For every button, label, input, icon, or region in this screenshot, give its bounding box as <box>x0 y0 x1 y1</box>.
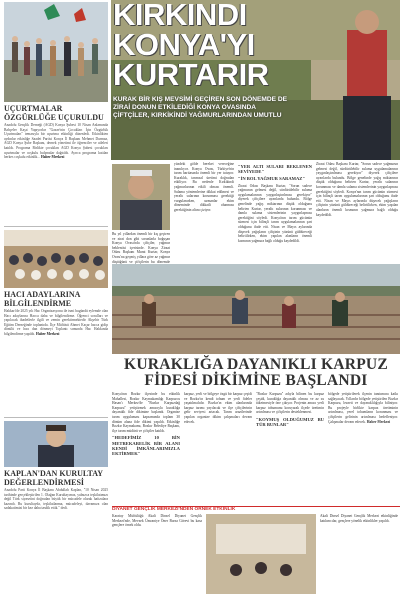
bottom-col1: Karatay Müftülüğü Akali Dinsel Diyanet Gençlik Merkezi'nde, Mevzek Ümraniye Öner Bursa Görevi bu kasa gençlere örnek oldu. <box>112 514 202 528</box>
kite-text: Anadolu Gençlik Derneği (AGD) Konya Şubesi 10 Nisan Anlamında Bahçeler Kaşıt Yapıyorlar "Gazze'nin Çocukları İçin Özgürlük Uçurtmaları" temasıyla bir uçurtma etkinliği düzenledi. Etkinlikten aydınlar etkinliğe Saadet Partisi Konya İl Başkanı Mehmet Durmaz, AGD Konya Şube Başkanı, dernek yönetimi ile öğrenciler ve aileleri katıldı. Programa Birlikte çocukları AGD Konya Şubesi çocukları uçurtmalar ve coşkulu bulşmalar dağıtıldı. Ayrıca programa katılan herkes coşkulu etkinlik... Haber Merkezi <box>4 123 108 160</box>
article2-col4: bölgede yetiştirilerek ilçenin tanıtımına katkı sağlayacak. Yıllardır bölgede yetiştirilen Bozkır Karpuzu, lezzeti ve dayanıklılığıyla biliniyor. Bu projeyle birlikte karpuz üretiminin artırılması, yerel tohumların korunması ve çiftçilerin gelirinin artırılması hedefleniyor. Çalışmalar devam edecek. Haber Merkezi <box>328 392 398 424</box>
article1-col4: Ziraat Odası Başkanı Kurtar, "Sorun sadece yağmurun gelmesi değil, sürdürülebilir sulama uygulamalarının yaygınlaştırılması gerekiyor" diyerek çiftçilere uyarılarda bulundu. Bölge genelinde yağış miktarının düşük olduğunu belirten Kurtar, yeraltı sularının korunması ve damla sulama sistemlerinin yaygınlaşması gerektiğini söyledi. Konya'nın tarım gücünün sürmesi için bilinçli tarım uygulamalarının şart olduğunu ifade etti. Nisan ve Mayıs aylarında düşecek yağışların çiftçinin yüzünü güldüreceği belirtilirken, ekim yapılan alanların önemli kısmının yağmura bağlı olduğu kaydedildi. <box>316 162 398 217</box>
hero-banner <box>111 0 400 160</box>
hajj-text: Hakkari'de 2025 yılı Hac Organizasyonu ile ismi bugündü eylemde olan Hacı adaylarına Hacca daha ve bilgilendirme. Öğrenci sorulları ve yapılacak ibadetlerle ilgili ve zemin gerektirmektedir Akşehir Türk Eğitim Derneğinde toplantıda. İlçe Müftüsü Ahmet Kaçar hacca gidip dönülü ve hacı dan dönmeyi Toplantı sonunda Hac Hakkında bilgilendirme yapıldı. Haber Merkezi <box>4 309 108 336</box>
bottom-col2: Akali Dinsel Diyanet Gençlik Merkezi etkinliğinde katılımcılar, gençlere yönelik etkinlikler yapıldı. <box>320 514 398 523</box>
divider <box>4 417 108 418</box>
article2-subhead2: "KOYMUŞ OLDUĞUMUZ BU TÜR BUNLAR" <box>256 416 324 428</box>
article1-col3: "YER ALTI SULARI BEKLENEN SEVİYEDE" "İN BOL YAĞMUR SARAMAZ" Ziraat Odası Başkanı Kurtar, "Sorun sadece yağmurun gelmesi değil, sürdürülebilir sulama uygulamalarının yaygınlaştırılması gerekiyor" diyerek çiftçilere uyarılarda bulundu. Bölge genelinde yağış miktarının düşük olduğunu belirten Kurtar, yeraltı sularının korunması ve damla sulama sistemlerinin yaygınlaşması gerektiğini söyledi. Konya'nın tarım gücünün sürmesi için bilinçli tarım uygulamalarının şart olduğunu ifade etti. Nisan ve Mayıs aylarında düşecek yağışların çiftçinin yüzünü güldüreceği belirtilirken, ekim yapılan alanların önemli kısmının yağmura bağlı olduğu kaydedildi. <box>238 164 312 243</box>
hero-subtitle: KURAK BİR KIŞ MEVSİMİ GEÇİREN SON DÖNEMDE DE ZİRAİ DONUN ETKİLEDİĞİ KONYA OVASINDA ÇİFTÇİLER, KIRKİKİNDİ YAĞMURLARINDAN UMUTLU <box>113 96 288 119</box>
article1-col1: Bu yıl yıllardan önemli bir kış geçiren ve zirai don gibi sorunlarla boğuşan Konya Ovası'nda çiftçiler, yağmur beklentisi içerisinde. Konya Ziraat Odası Başkanı Murat Kurtar, Konya Ovası'na geçmiş yıllara göre az yağmur düştüğünü ve çiftçilerin bu dönemde <box>112 232 170 264</box>
left-column <box>4 0 108 594</box>
kaplan-text: Anadolu Parti Konya İl Başkanı Abdullah Kaplan, "10 Nisan 2025 tarihinde gerçekleştirilen 1. Olağan Kurultayımız, yalnızca teşkilatımızı değil Türk siyasetini doğrudan büyük bir mücadele olarak hafızalara kazındı. Bu kurultayda, teşkilatlanma, mücadeleyi, davamıza olan sadakatimizi bir kez daha tasdik ettik." dedi. <box>4 488 108 511</box>
article2-headline: KURAKLIĞA DAYANIKLI KARPUZ FİDESİ DİKİMİNE BAŞLANDI <box>124 356 388 389</box>
article2-col3: "Bozkır Karpuzu" adıyla bilinen bu karpuz çeşidi, kuraklığa dayanıklı olması ve az su tüketmesiyle öne çıkıyor. Projenin amacı yerli karpuz tohumunu koruyarak ilçede üretimin artırılması ve çiftçilerin desteklenmesi. "KOYMUŞ OLDUĞUMUZ BU TÜR BUNLAR" <box>256 392 324 428</box>
kaplan-headline: KAPLAN'DAN KURULTAY DEĞERLENDİRMESİ <box>4 469 103 487</box>
photo-kite-event <box>4 2 108 102</box>
photo-watermelon-planting <box>112 264 400 354</box>
article1-subhead2: "İN BOL YAĞMUR SARAMAZ" <box>238 176 305 182</box>
article2-subhead1: "HEDEFİMİZ 10 BİN METREKARELİK BİR ALANI KENDİ İMKÂNLARIMIZLA EKTİRMEK" <box>112 435 180 456</box>
photo-murat-kurtar <box>112 164 170 230</box>
kite-headline: UÇURTMALAR ÖZGÜRLÜĞE UÇURULDU <box>4 104 104 122</box>
bottom-headline: DİYANET GENÇLİK MERKEZİ'NDEN ÖRNEK ETKİNLİK <box>112 506 400 513</box>
article2-col1: Konya'nın Bozkır ilçesinde bu etkinlik Mahallesi, Bozkır Kaymakamlığı Karpuzcu Hasan'ı Merkez'de "Bozkır Karpuzdağ Karpuzu" yetiştirmek amacıyla kuraklığa dayanıklı fide dikimine başlandı. Organize tarım uygulaması kapsamında toplam 30 dönüm alana fide dikimi yapıldı. Etkinliğe Bozkır Kaymakamı, Bozkır Belediye Başkanı, ilçe tarım müdürü ve çiftçiler katıldı. "HEDEFİMİZ 10 BİN METREKARELİK BİR ALANI KENDİ İMKÂNLARIMIZLA EKTİRMEK" <box>112 392 180 456</box>
photo-hajj-meeting <box>4 230 108 288</box>
divider <box>4 226 108 227</box>
photo-kaplan-portrait <box>4 421 108 467</box>
article1-col2: yüzdeki gölde bereket vereceğine inanılıyor. Konya Ovası, Türkiye'nin tarım haritasında önemli bir yer tutuyor. Kuraklık, tarımsal üretimi doğrudan etkiliyor. Bu nedenle Kırkikindi yağmurlarının etkili olması önemli. Sulama yöntemlerine dikkat edilmesi ve yeraltı sularının korunması gerektiği vurgulanırken, uzmanlar ekim döneminde dikkatli olunması gerektiğinin altını çiziyor. <box>174 162 234 212</box>
photo-youth-center <box>206 514 316 594</box>
article1-subhead1: "YER ALTI SULARI BEKLENEN SEVİYEDE" <box>238 164 312 175</box>
hero-title: KIRKINDI KONYA'YI KURTARIR <box>113 0 269 92</box>
article2-col2: karpuz, yerli ve bölgeye özgü bir karpuz çeşidi ve Bozkır'ın kendi tohum ve yerli fideler yaşatılmalıdır. Bozkır'ın ekim alanlarında karpuz tarımı yayılacak ve ilçe çiftçilerinin gelir seviyesi artacak. Tarım arazilerinde yapılan organize dikim çalışmaları devam edecek. <box>184 392 252 424</box>
hajj-headline: HACI ADAYLARINA BİLGİLENDİRME <box>4 290 80 308</box>
